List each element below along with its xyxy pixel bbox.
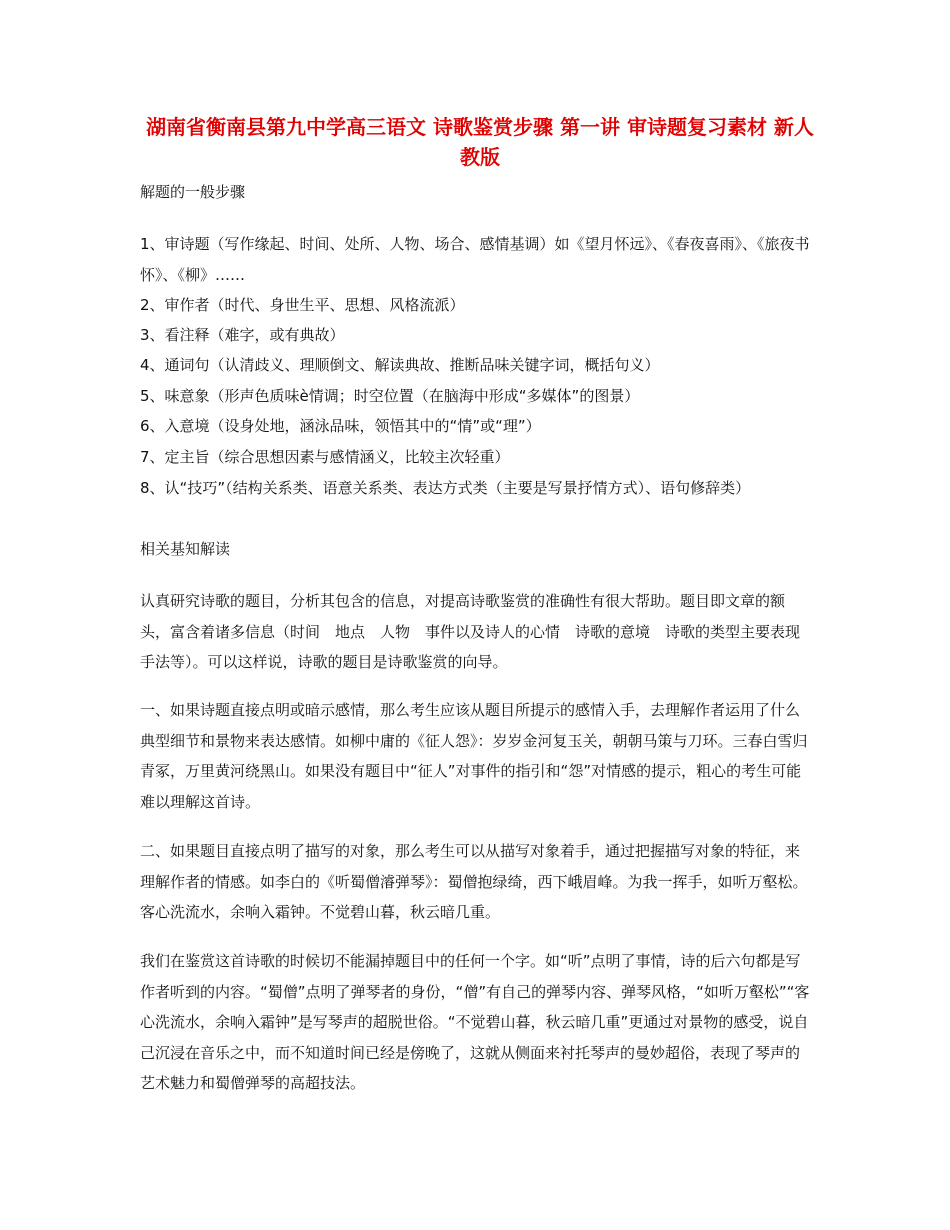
body-paragraph-intro: 认真研究诗歌的题目，分析其包含的信息，对提高诗歌鉴赏的准确性有很大帮助。题目即文章的额头，富含着诸多信息（时间 地点 人物 事件以及诗人的心情 诗歌的意境 诗歌的类型主要表现手法等）。可以这样说，诗歌的题目是诗歌鉴赏的向导。 [140,592,801,671]
step-item-3: 3、看注释（难字，或有典故） [140,326,345,344]
section-heading-knowledge: 相关基知解读 [140,540,231,558]
body-paragraph-one: 一、如果诗题直接点明或暗示感情，那么考生应该从题目所提示的感情入手，去理解作者运用了什么典型细节和景物来表达感情。如柳中庸的《征人怨》：岁岁金河复玉关，朝朝马策与刀环。三春白雪归青冢，万里黄河绕黑山。如果没有题目中“征人”对事件的指引和“怨”对情感的提示，粗心的考生可能难以理解这首诗。 [140,701,808,811]
step-item-1: 1、审诗题（写作缘起、时间、处所、人物、场合、感情基调）如《望月怀远》、《春夜喜雨》、《旅夜书怀》、《柳》…… [140,235,810,284]
step-item-4: 4、通词句（认清歧义、理顺倒文、解读典故、推断品味关键字词，概括句义） [140,356,660,374]
step-item-2: 2、审作者（时代、身世生平、思想、风格流派） [140,296,465,314]
body-paragraph-analysis: 我们在鉴赏这首诗歌的时候切不能漏掉题目中的任何一个字。如“听”点明了事情，诗的后六句都是写作者听到的内容。“蜀僧”点明了弹琴者的身份，“僧”有自己的弹琴内容、弹琴风格，“如听万壑松”“客心洗流水，余响入霜钟”是写琴声的超脱世俗。“不觉碧山暮，秋云暗几重”更通过对景物的感受，说自己沉浸在音乐之中，而不知道时间已经是傍晚了，这就从侧面来衬托琴声的曼妙超俗，表现了琴声的艺术魅力和蜀僧弹琴的高超技法。 [140,952,810,1092]
document-title: 湖南省衡南县第九中学高三语文 诗歌鉴赏步骤 第一讲 审诗题复习素材 新人教版 [146,115,814,169]
step-item-8: 8、认“技巧”（结构关系类、语意关系类、表达方式类（主要是写景抒情方式）、语句修辞类） [140,479,751,497]
section-heading-steps: 解题的一般步骤 [140,183,246,201]
step-item-5: 5、味意象（形声色质味è情调；时空位置（在脑海中形成“多媒体”的图景） [140,387,640,405]
body-paragraph-two: 二、如果题目直接点明了描写的对象，那么考生可以从描写对象着手，通过把握描写对象的特征，来理解作者的情感。如李白的《听蜀僧濬弹琴》：蜀僧抱绿绮，西下峨眉峰。为我一挥手，如听万壑松。客心洗流水，余响入霜钟。不觉碧山暮，秋云暗几重。 [140,842,808,921]
step-item-7: 7、定主旨（综合思想因素与感情涵义，比较主次轻重） [140,448,510,466]
step-item-6: 6、入意境（设身处地，涵泳品味，领悟其中的“情”或“理”） [140,417,541,435]
